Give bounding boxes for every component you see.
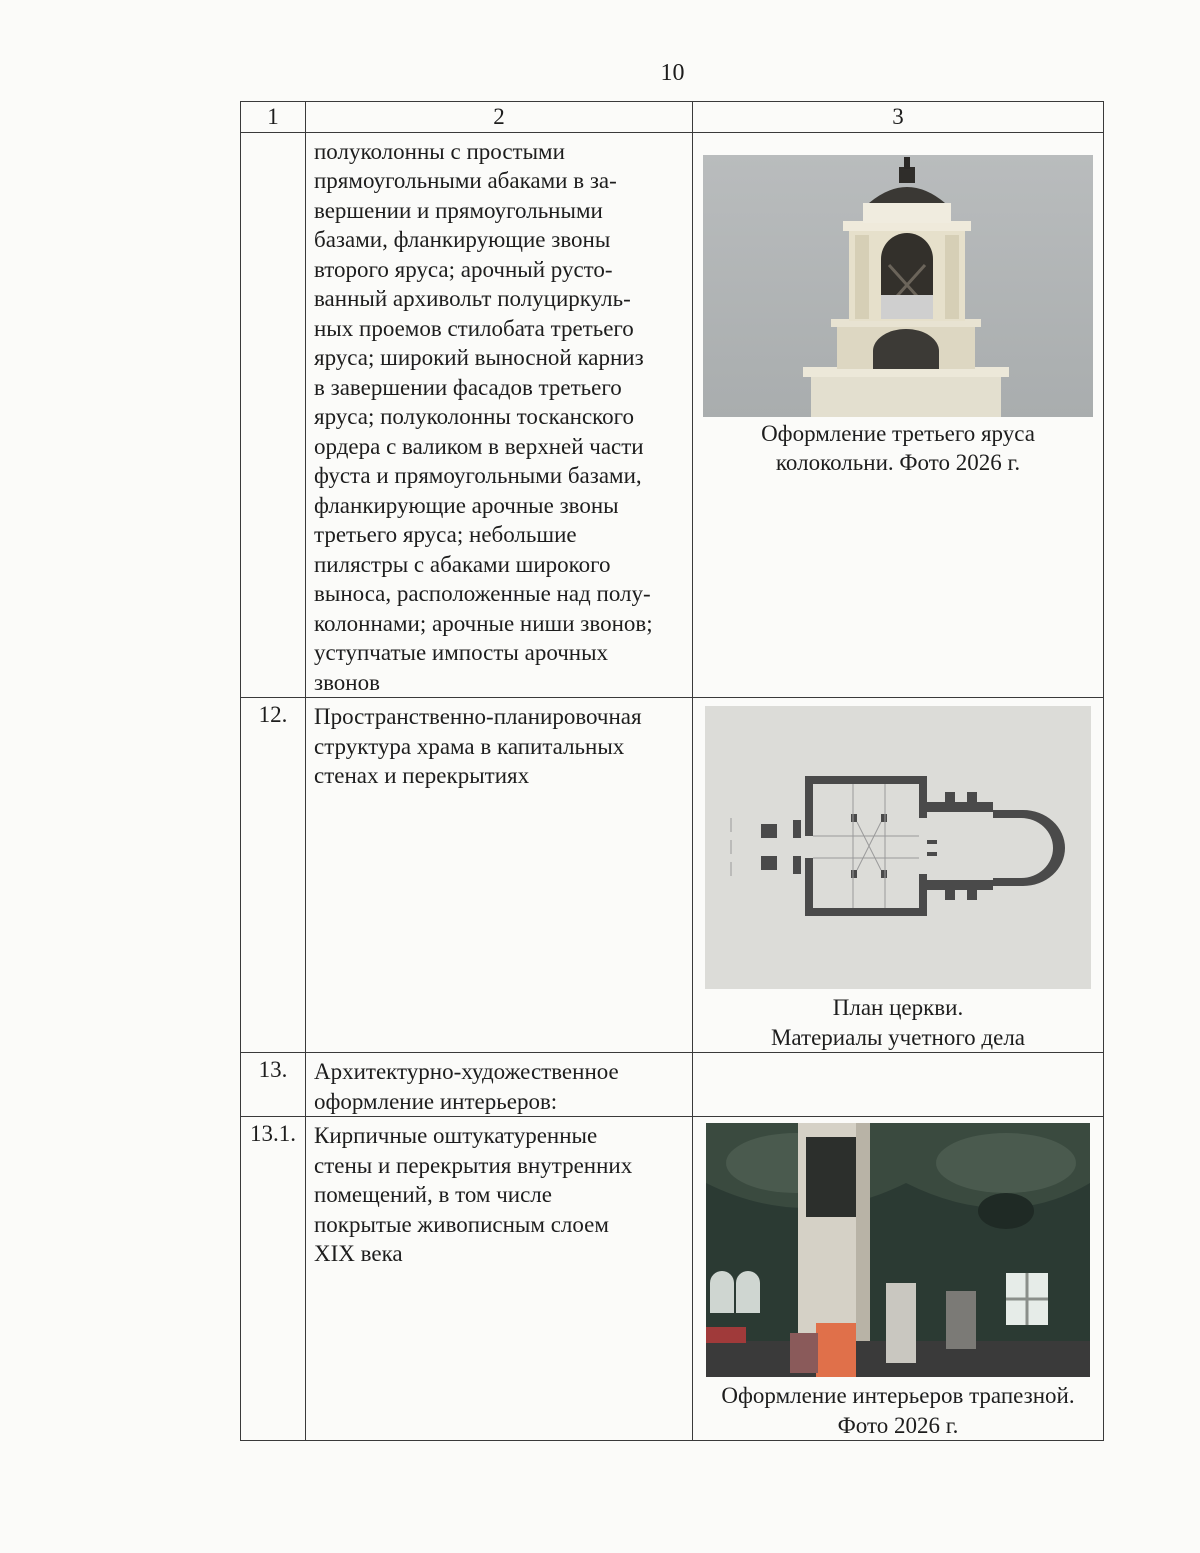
description-line: оформление интерьеров: bbox=[314, 1088, 558, 1114]
description-line: звонов bbox=[314, 669, 380, 695]
row-figure bbox=[693, 132, 1104, 698]
figure-caption bbox=[693, 1381, 1103, 1440]
description-line: колоннами; арочные ниши звонов; bbox=[314, 610, 653, 636]
description-line: полуколонны с простыми bbox=[314, 138, 565, 164]
figure-caption bbox=[693, 419, 1103, 478]
description-lines bbox=[314, 702, 686, 791]
description-line: в завершении фасадов третьего bbox=[314, 374, 622, 400]
caption-line-1: План церкви. bbox=[832, 995, 964, 1020]
row-number bbox=[241, 132, 306, 698]
description-line: второго яруса; арочный русто- bbox=[314, 256, 613, 282]
description-line: Архитектурно-художественное bbox=[314, 1059, 619, 1084]
caption-line-1: Оформление третьего яруса bbox=[761, 420, 1035, 446]
description-line: стенах и перекрытиях bbox=[314, 763, 530, 788]
row-description bbox=[306, 1053, 693, 1117]
figure-caption bbox=[693, 993, 1103, 1052]
caption-line-2: Материалы учетного дела bbox=[770, 1024, 1026, 1050]
description-line: XIX века bbox=[314, 1241, 403, 1266]
description-line: вершении и прямоугольными bbox=[314, 197, 603, 223]
row-figure bbox=[693, 698, 1104, 1053]
caption-line-1: Оформление интерьеров трапезной. bbox=[721, 1383, 1075, 1408]
caption-line-2: Фото 2026 г. bbox=[837, 1412, 959, 1438]
header-cell-3: 3 bbox=[693, 102, 1104, 133]
description-lines bbox=[314, 1121, 686, 1269]
description-line: выноса, расположенные над полу- bbox=[314, 581, 651, 606]
description-line: пилястры с абаками широкого bbox=[314, 551, 611, 577]
description-line: фланкирующие арочные звоны bbox=[314, 492, 619, 518]
description-line: Кирпичные оштукатуренные bbox=[314, 1123, 598, 1148]
description-line: стены и перекрытия внутренних bbox=[314, 1152, 633, 1178]
description-line: уступчатые импосты арочных bbox=[314, 640, 609, 665]
table-row bbox=[241, 698, 1104, 1053]
description-line: третьего яруса; небольшие bbox=[314, 522, 577, 547]
row-number: 12. bbox=[241, 698, 306, 1053]
description-line: структура храма в капитальных bbox=[314, 733, 625, 759]
church-plan-drawing-icon bbox=[705, 706, 1091, 989]
row-figure-empty bbox=[693, 1053, 1104, 1117]
table-row bbox=[241, 132, 1104, 698]
description-line: Пространственно-планировочная bbox=[314, 704, 642, 729]
monument-features-table bbox=[240, 101, 1104, 1441]
description-line: прямоугольными абаками в за- bbox=[314, 168, 617, 193]
row-number: 13.1. bbox=[241, 1117, 306, 1441]
row-number: 13. bbox=[241, 1053, 306, 1117]
description-line: яруса; широкий выносной карниз bbox=[314, 345, 644, 370]
header-cell-1: 1 bbox=[241, 102, 306, 133]
header-cell-2: 2 bbox=[306, 102, 693, 133]
description-line: ванный архивольт полуциркуль- bbox=[314, 286, 631, 311]
description-line: яруса; полуколонны тосканского bbox=[314, 404, 635, 429]
table-row bbox=[241, 1117, 1104, 1441]
description-line: фуста и прямоугольными базами, bbox=[314, 463, 642, 488]
description-line: помещений, в том числе bbox=[314, 1182, 552, 1207]
description-line: покрытые живописным слоем bbox=[314, 1211, 609, 1237]
table-row bbox=[241, 1053, 1104, 1117]
row-description bbox=[306, 698, 693, 1053]
description-lines bbox=[314, 1057, 686, 1116]
description-line: ордера с валиком в верхней части bbox=[314, 433, 644, 459]
page-number: 10 bbox=[660, 60, 685, 86]
row-figure bbox=[693, 1117, 1104, 1441]
description-lines bbox=[314, 137, 686, 698]
description-line: базами, фланкирующие звоны bbox=[314, 227, 611, 252]
row-description bbox=[306, 1117, 693, 1441]
row-description bbox=[306, 132, 693, 698]
caption-line-2: колокольни. Фото 2026 г. bbox=[775, 450, 1021, 475]
refectory-interior-photo-icon bbox=[706, 1123, 1090, 1377]
bell-tower-photo-icon bbox=[703, 155, 1093, 417]
table-header-row bbox=[241, 102, 1104, 133]
description-line: ных проемов стилобата третьего bbox=[314, 315, 634, 341]
